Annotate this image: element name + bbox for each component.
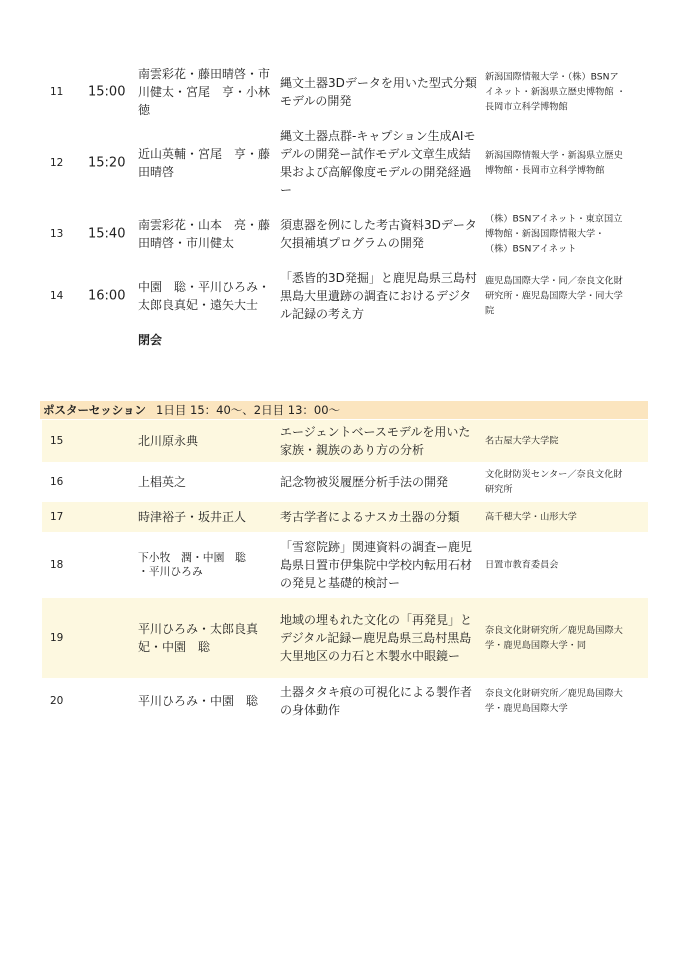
poster-row-16 <box>42 464 648 500</box>
poster-number: 18 <box>50 559 64 571</box>
poster-authors: 平川ひろみ・中園 聡 <box>138 694 259 708</box>
poster-number: 19 <box>50 632 64 644</box>
poster-number: 20 <box>50 695 64 707</box>
poster-title: エージェントベースモデルを用いた 家族・親族のあり方の分析 <box>280 425 471 457</box>
poster-authors: 下小牧 潤・中園 聡 ・平川ひろみ <box>138 551 246 578</box>
session-number: 11 <box>50 86 64 98</box>
session-authors: 南雲彩花・藤田晴啓・市 川健太・宮尾 亨・小林 徳 <box>138 67 271 117</box>
session-title: 須恵器を例にした考古資料3Dデータ 欠損補填プログラムの開発 <box>280 218 477 250</box>
poster-row-20 <box>42 680 648 722</box>
poster-affiliation: 奈良文化財研究所／鹿児島国際大 学・鹿児島国際大学・同 <box>485 625 623 651</box>
poster-title: 土器タタキ痕の可視化による製作者 の身体動作 <box>280 685 473 717</box>
poster-authors: 上椙英之 <box>138 475 187 489</box>
poster-session-schedule: 1日目 15：40～、2日目 13：00～ <box>156 403 341 417</box>
closing-label: 閉会 <box>138 333 163 347</box>
poster-affiliation: 奈良文化財研究所／鹿児島国際大 学・鹿児島国際大学 <box>485 688 623 714</box>
session-title: 「悉皆的3D発掘」と鹿児島県三島村 黒島大里遺跡の調査におけるデジタ ル記録の考え方 <box>280 271 477 321</box>
session-title: 縄文土器点群-キャプション生成AIモ デルの開発ー試作モデル文章生成結 果および高解像度モデルの開発経過 ー <box>280 129 476 197</box>
session-time: 15:00 <box>88 84 126 100</box>
session-row-12 <box>42 126 648 200</box>
session-affiliation: 新潟国際情報大学・（株）BSNア イネット・新潟県立歴史博物館 ・ 長岡市立科学博物館 <box>485 71 626 113</box>
session-number: 12 <box>50 157 64 169</box>
poster-affiliation: 名古屋大学大学院 <box>485 435 559 447</box>
poster-affiliation: 文化財防災センター／奈良文化財 研究所 <box>485 469 623 495</box>
poster-title: 地域の埋もれた文化の「再発見」と デジタル記録ー鹿児島県三島村黒島 大里地区の力石と木製水中眼鏡ー <box>280 613 473 663</box>
poster-number: 16 <box>50 476 64 488</box>
poster-authors: 平川ひろみ・太郎良真 妃・中園 聡 <box>138 622 259 654</box>
session-time: 16:00 <box>88 288 126 304</box>
poster-row-17 <box>42 502 648 532</box>
poster-affiliation: 日置市教育委員会 <box>485 559 559 571</box>
session-authors: 南雲彩花・山本 亮・藤 田晴啓・市川健太 <box>138 218 271 250</box>
session-row-13 <box>42 210 648 258</box>
poster-number: 15 <box>50 435 64 447</box>
poster-authors: 時津裕子・坂井正人 <box>138 510 247 524</box>
poster-affiliation: 高千穂大学・山形大学 <box>485 511 577 523</box>
session-time: 15:40 <box>88 226 126 242</box>
session-affiliation: 新潟国際情報大学・新潟県立歴史 博物館・長岡市立科学博物館 <box>485 150 623 176</box>
session-affiliation: 鹿児島国際大学・同／奈良文化財 研究所・鹿児島国際大学・同大学 院 <box>485 275 623 317</box>
poster-session-label: ポスターセッション <box>43 403 147 417</box>
session-title: 縄文土器3Dデータを用いた型式分類 モデルの開発 <box>280 76 477 108</box>
session-row-11 <box>42 64 648 120</box>
poster-row-15 <box>42 420 648 462</box>
poster-title: 考古学者によるナスカ土器の分類 <box>280 510 460 524</box>
session-row-14 <box>42 266 648 326</box>
poster-title: 記念物被災履歴分析手法の開発 <box>280 475 449 489</box>
poster-authors: 北川原永典 <box>138 434 199 448</box>
poster-row-19 <box>42 598 648 678</box>
poster-title: 「雪窓院跡」関連資料の調査ー鹿児 島県日置市伊集院中学校内転用石材 の発見と基礎的検討ー <box>280 540 473 590</box>
poster-row-18 <box>42 534 648 596</box>
poster-number: 17 <box>50 511 64 523</box>
session-time: 15:20 <box>88 155 126 171</box>
session-number: 14 <box>50 290 64 302</box>
session-number: 13 <box>50 228 64 240</box>
session-affiliation: （株）BSNアイネット・東京国立 博物館・新潟国際情報大学・ （株）BSNアイネット <box>485 213 623 255</box>
poster-session-header <box>40 401 648 419</box>
session-authors: 中園 聡・平川ひろみ・ 太郎良真妃・遠矢大士 <box>138 280 271 312</box>
session-authors: 近山英輔・宮尾 亨・藤 田晴啓 <box>138 147 271 179</box>
